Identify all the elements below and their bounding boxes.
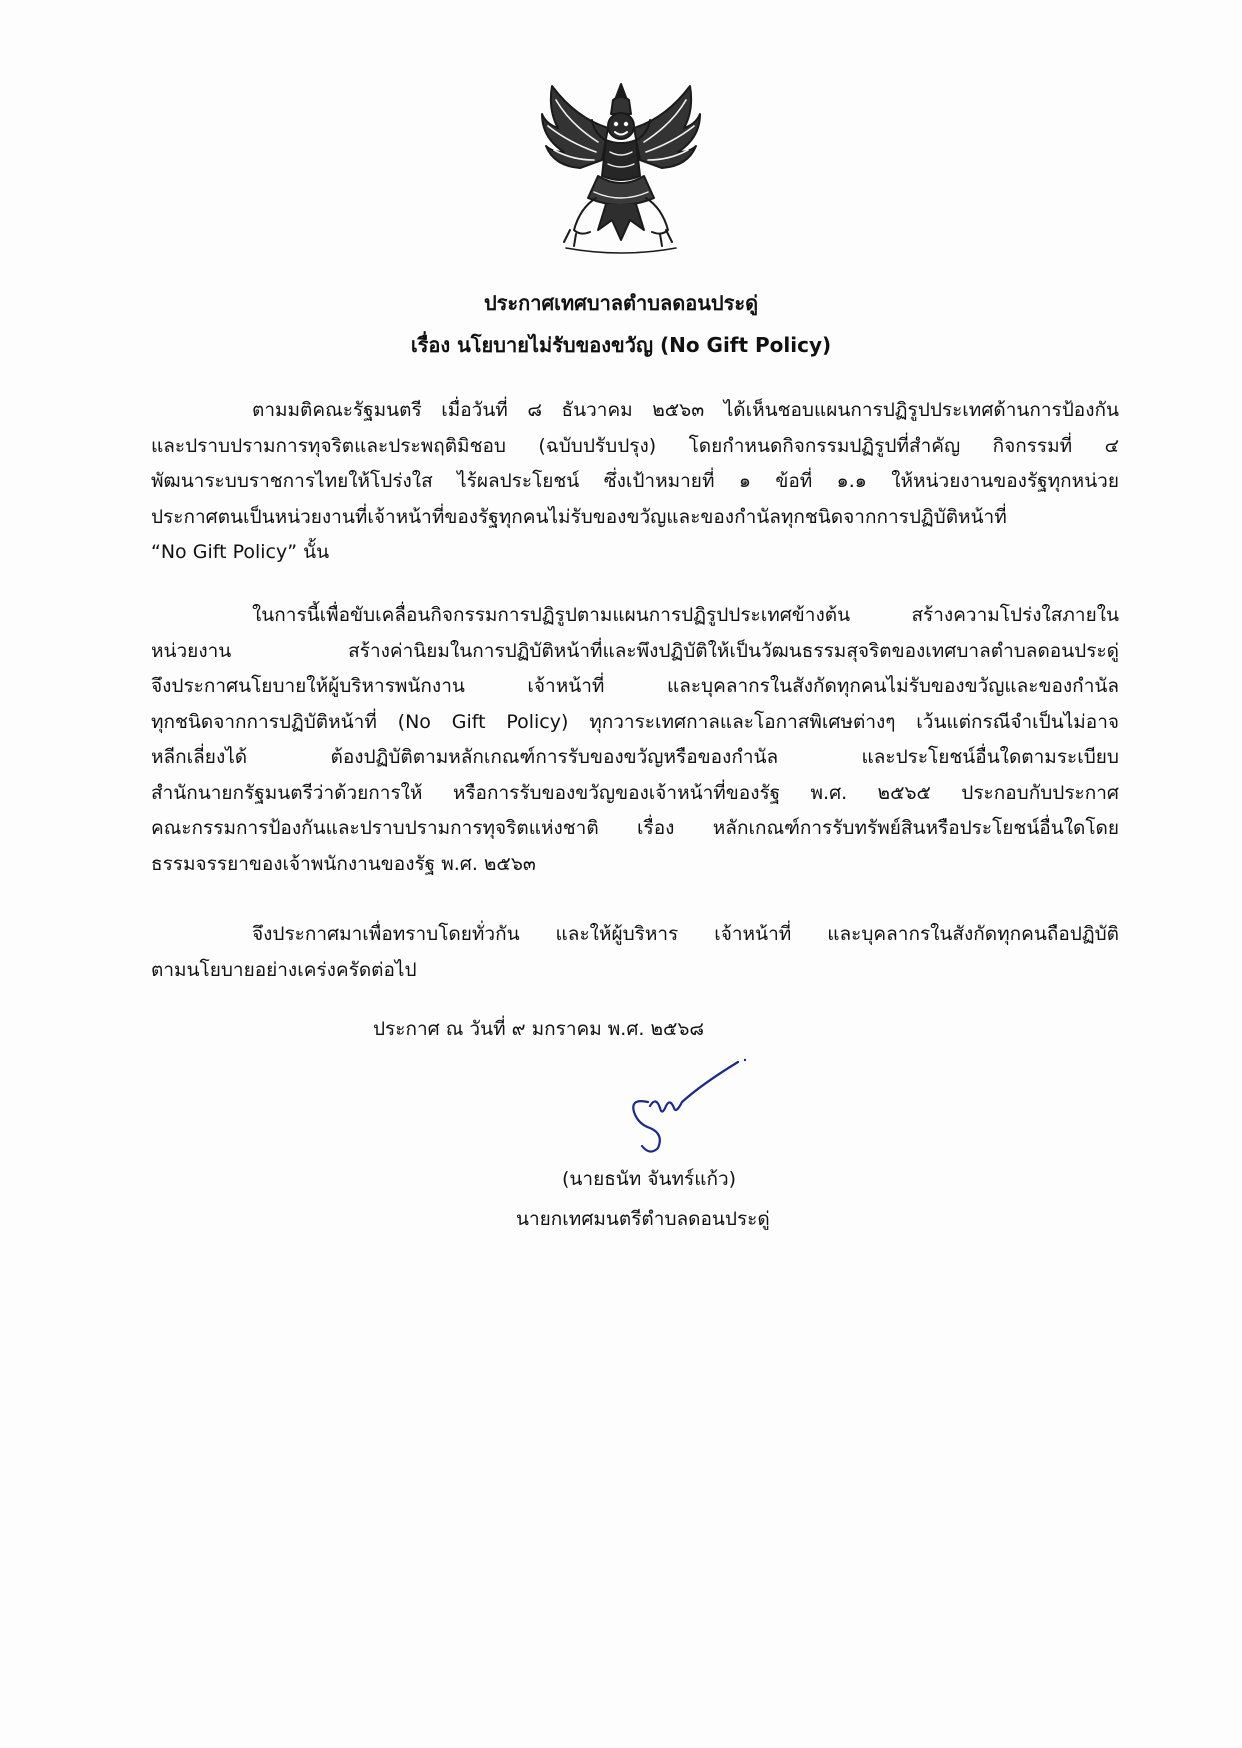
paragraph-line: ในการนี้เพื่อขับเคลื่อนกิจกรรมการปฏิรูปตามแผนการปฏิรูปประเทศข้างต้น สร้างความโปร่งใสภายใน [252, 604, 1119, 626]
paragraph-line: พัฒนาระบบราชการไทยให้โปร่งใส ไร้ผลประโยชน์ ซึ่งเป้าหมายที่ ๑ ข้อที่ ๑.๑ ให้หน่วยงานของรัฐทุกหน่วย [151, 470, 1119, 492]
paragraph-line: สำนักนายกรัฐมนตรีว่าด้วยการให้ หรือการรับของขวัญของเจ้าหน้าที่ของรัฐ พ.ศ. ๒๕๖๕ ประกอบกับประกาศ [151, 781, 1119, 804]
paragraph-line: คณะกรรมการป้องกันและปราบปรามการทุจริตแห่งชาติ เรื่อง หลักเกณฑ์การรับทรัพย์สินหรือประโยชน์อื่นใดโดย [151, 817, 1119, 839]
paragraph-line: ธรรมจรรยาของเจ้าพนักงานของรัฐ พ.ศ. ๒๕๖๓ [151, 852, 536, 875]
paragraph-line: หลีกเลี่ยงได้ ต้องปฏิบัติตามหลักเกณฑ์การรับของขวัญหรือของกำนัล และประโยชน์อื่นใดตามระเบียบ [151, 746, 1119, 768]
paragraph-line: จึงประกาศมาเพื่อทราบโดยทั่วกัน และให้ผู้บริหาร เจ้าหน้าที่ และบุคลากรในสังกัดทุกคนถือปฏิบัติ [252, 923, 1119, 945]
signer-position: นายกเทศมนตรีตำบลดอนประดู่ [516, 1208, 770, 1230]
paragraph-resolution [151, 393, 1119, 571]
paragraph-policy [151, 598, 1119, 882]
paragraph-line: จึงประกาศนโยบายให้ผู้บริหารพนักงาน เจ้าหน้าที่ และบุคลากรในสังกัดทุกคนไม่รับของขวัญและของกำนัล [151, 675, 1119, 697]
announcement-date: ประกาศ ณ วันที่ ๙ มกราคม พ.ศ. ๒๕๖๘ [373, 1018, 705, 1040]
signer-name: (นายธนัท จันทร์แก้ว) [562, 1168, 737, 1190]
paragraph-line: และปราบปรามการทุจริตและประพฤติมิชอบ (ฉบับปรับปรุง) โดยกำหนดกิจกรรมปฏิรูปที่สำคัญ กิจกรรมที่ ๔ [151, 434, 1119, 457]
paragraph-line: ประกาศตนเป็นหน่วยงานที่เจ้าหน้าที่ของรัฐทุกคนไม่รับของขวัญและของกำนัลทุกชนิดจากการปฏิบัติหน้าที่ [151, 505, 1007, 528]
paragraph-line: ตามมติคณะรัฐมนตรี เมื่อวันที่ ๘ ธันวาคม ๒๕๖๓ ได้เห็นชอบแผนการปฏิรูปประเทศด้านการป้องกัน [252, 399, 1119, 421]
paragraph-line: ทุกชนิดจากการปฏิบัติหน้าที่ (No Gift Policy) ทุกวาระเทศกาลและโอกาสพิเศษต่างๆ เว้นแต่กรณีจำเป็นไม่อาจ [151, 710, 1119, 733]
handwritten-signature-icon [620, 1058, 750, 1158]
paragraph-line: “No Gift Policy” นั้น [151, 541, 330, 563]
announcement-title: ประกาศเทศบาลตำบลดอนประดู่ [483, 291, 759, 315]
garuda-emblem-icon [536, 80, 706, 260]
announcement-subject: เรื่อง นโยบายไม่รับของขวัญ (No Gift Policy) [410, 333, 832, 357]
paragraph-line: ตามนโยบายอย่างเคร่งครัดต่อไป [151, 958, 417, 981]
paragraph-conclusion [151, 917, 1119, 988]
paragraph-line: หน่วยงาน สร้างค่านิยมในการปฏิบัติหน้าที่และพึงปฏิบัติให้เป็นวัฒนธรรมสุจริตของเทศบาลตำบลดอนประดู่ [151, 639, 1119, 662]
